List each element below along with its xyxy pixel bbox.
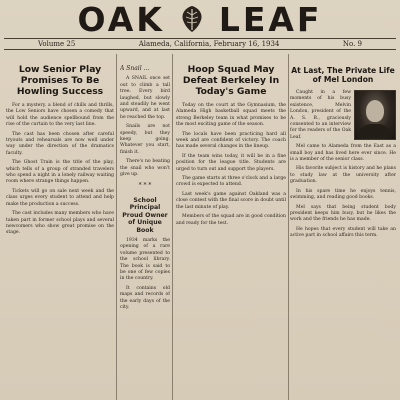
article-paragraph: There's no beating the snail who won't give up. bbox=[120, 159, 170, 178]
article-paragraph: The cast has been chosen after careful tryouts and rehearsals are now well under way under the direction of the dramatics faculty. bbox=[6, 131, 114, 156]
article-paragraph: Snails are not speedy, but they keep going. Whatever you start, finish it. bbox=[120, 124, 170, 155]
article-paragraph: Tickets will go on sale next week and the class urges every student to attend and help make the production a success. bbox=[6, 188, 114, 207]
article-paragraph: Members of the squad are in good condition and ready for the test. bbox=[176, 214, 286, 226]
article-paragraph: His favorite subject is history and he plans to study law at the university after graduation. bbox=[290, 166, 396, 185]
article-low-senior-play bbox=[6, 54, 114, 400]
article-paragraph: Today on the court at the Gymnasium, the Alameda High basketball squad meets the strong Berkeley team in what promises to be the most exciting game of the season. bbox=[176, 103, 286, 128]
article-paragraph: The cast includes many members who have taken part in former school plays and several newcomers who show great promise on the stage. bbox=[6, 211, 114, 236]
acorn-leaf-icon bbox=[179, 4, 205, 34]
column-rule bbox=[116, 54, 117, 400]
article-paragraph: The locals have been practicing hard all week and are confident of victory. The coach has made several changes in the lineup. bbox=[176, 131, 286, 150]
portrait-face bbox=[366, 100, 384, 122]
portrait-shoulders bbox=[358, 124, 392, 138]
column-rule bbox=[172, 54, 173, 400]
article-paragraph: In his spare time he enjoys tennis, swimming, and reading good books. bbox=[290, 188, 396, 201]
column-rule bbox=[288, 54, 289, 400]
headline-mel-london: At Last, The Private Life of Mel London bbox=[291, 66, 395, 84]
portrait-photo-icon bbox=[354, 90, 396, 140]
section-divider: * * * bbox=[138, 181, 152, 189]
article-paragraph: Caught in a few moments of his busy existence, Melvin London, president of the A. S. B., graciously consented to an interview for the readers of the Oak Leaf. bbox=[290, 90, 351, 140]
article-hoop-squad bbox=[176, 54, 286, 400]
issue-number-label: No. 9 bbox=[342, 40, 362, 48]
article-paragraph: Mel says that being student body president keeps him busy, but he likes the work and the friends he has made. bbox=[290, 204, 396, 223]
masthead-title-leaf: LEAF bbox=[218, 0, 323, 39]
article-paragraph: If the team wins today, it will be in a fine position for the league title. Students are urged to turn out and support the players. bbox=[176, 153, 286, 172]
article-paragraph: Mel came to Alameda from the East as a small boy and has lived here ever since. He is a member of the senior class. bbox=[290, 144, 396, 163]
volume-label: Volume 25 bbox=[38, 40, 76, 48]
article-paragraph: The game starts at three o'clock and a large crowd is expected to attend. bbox=[176, 176, 286, 188]
article-paragraph: For a mystery, a blend of chills and thrills, the Low Seniors have chosen a comedy that will hold the audience spellbound from the rise of the curtain to the very last line. bbox=[6, 103, 114, 128]
article-paragraph: 1934 marks the opening of a rare volume presented to the school library. The book is said to be one of few copies in the country. bbox=[120, 237, 170, 282]
masthead bbox=[0, 0, 400, 39]
article-paragraph: A SNAIL once set out to climb a tall tree. Every bird laughed, but slowly and steadily he went upward, and at last he reached the top. bbox=[120, 76, 170, 120]
article-paragraph: He hopes that every student will take an active part in school affairs this term. bbox=[290, 226, 396, 239]
article-paragraph: Last week's game against Oakland was a close contest with the final score in doubt until the last minute of play. bbox=[176, 191, 286, 210]
dateline bbox=[4, 38, 396, 50]
article-paragraph: The Ghost Train is the title of the play, which tells of a group of stranded travelers who spend a night in a lonely railway waiting room where strange things happen. bbox=[6, 160, 114, 185]
masthead-title-oak: OAK bbox=[77, 0, 165, 39]
headline-hoop-squad: Hoop Squad May Defeat Berkeley In Today's Game bbox=[182, 64, 280, 97]
heading-a-snail: A Snail ... bbox=[120, 65, 150, 72]
column-a-snail bbox=[120, 54, 170, 400]
headline-low-senior-play: Low Senior Play Promises To Be Howling Success bbox=[16, 64, 104, 97]
headline-school-principal: School Principal Proud Owner of Unique Book bbox=[122, 196, 168, 234]
place-date-label: Alameda, California, February 16, 1934 bbox=[138, 40, 280, 48]
article-paragraph: It contains old maps and records of the early days of the city. bbox=[120, 285, 170, 310]
article-mel-london bbox=[290, 54, 396, 400]
